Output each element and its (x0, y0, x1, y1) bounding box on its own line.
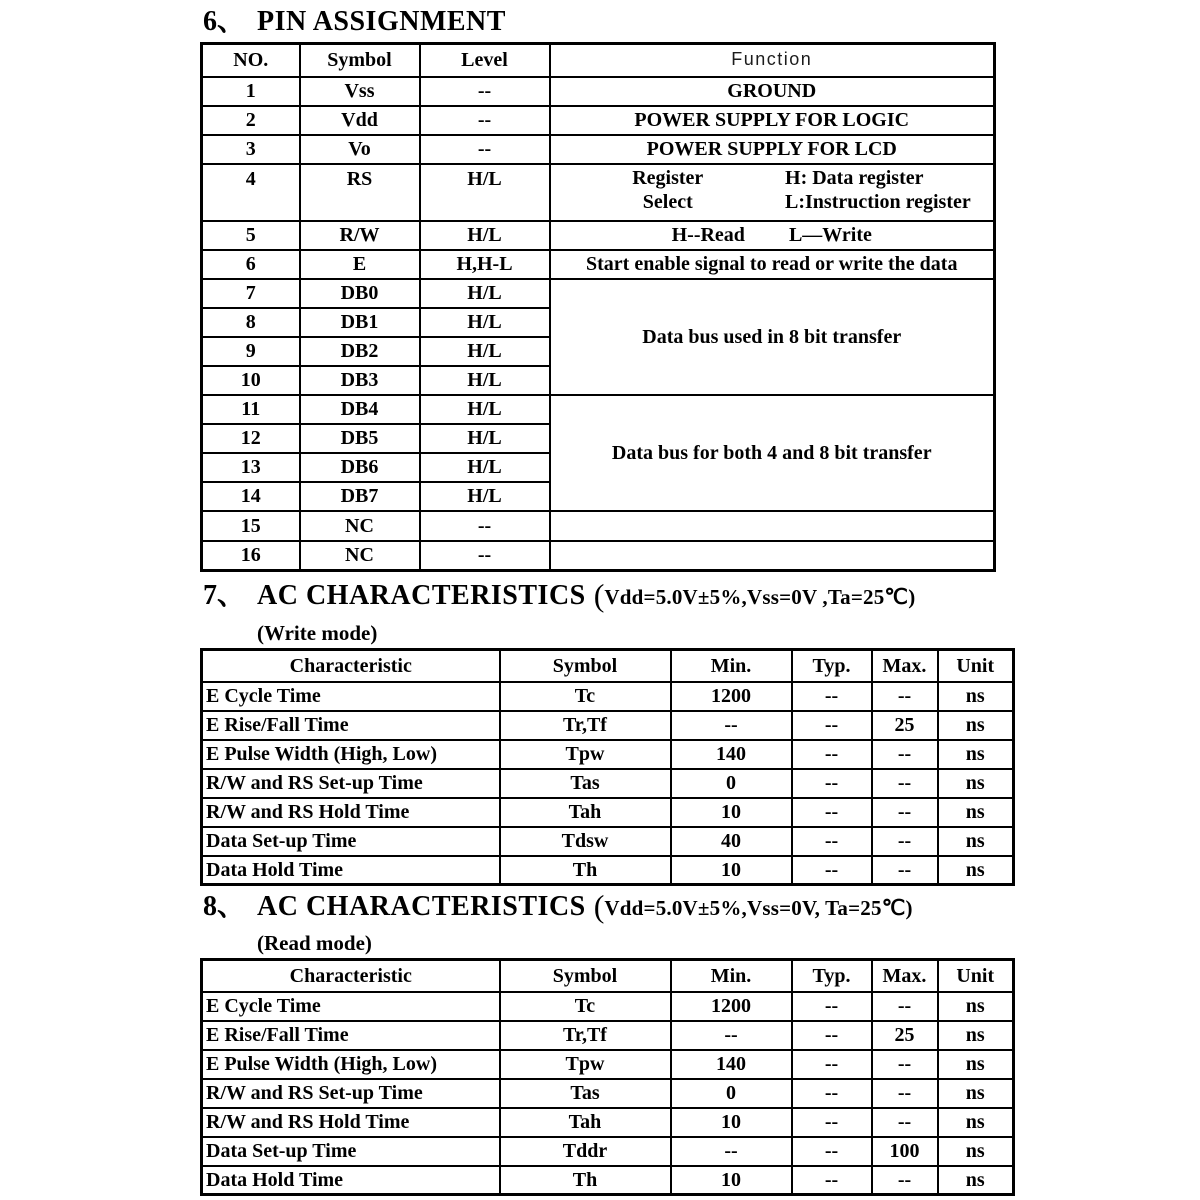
pin-level-cell: H/L (420, 453, 550, 482)
max-cell: -- (872, 740, 938, 769)
max-cell: -- (872, 682, 938, 711)
min-cell: 140 (671, 1050, 792, 1079)
pin-symbol-cell: DB1 (300, 308, 420, 337)
pin-row-4 (202, 164, 995, 221)
read-row (202, 1166, 1014, 1195)
pin-symbol-cell: RS (300, 164, 420, 221)
pin-symbol-cell: Vo (300, 135, 420, 164)
read-header-row (202, 960, 1014, 992)
data-register-desc: H: Data register (785, 166, 924, 189)
pin-symbol-cell: DB7 (300, 482, 420, 511)
section7-number: 7、 (203, 580, 246, 611)
write-header-row (202, 650, 1014, 682)
max-cell: 25 (872, 1021, 938, 1050)
pin-symbol-cell: DB4 (300, 395, 420, 424)
pin-symbol-cell: NC (300, 511, 420, 541)
ac-write-table (200, 648, 1015, 886)
typ-cell: -- (792, 827, 872, 856)
pin-level-cell: -- (420, 135, 550, 164)
read-row (202, 1108, 1014, 1137)
characteristic-cell: Data Hold Time (202, 1166, 500, 1195)
min-cell: 10 (671, 856, 792, 885)
section8-condition: Vdd=5.0V±5%,Vss=0V, Ta=25℃ (604, 896, 906, 920)
symbol-cell: Tr,Tf (500, 711, 671, 740)
unit-cell: ns (938, 769, 1014, 798)
select-label: Select (642, 190, 693, 213)
characteristic-cell: E Pulse Width (High, Low) (202, 740, 500, 769)
pin-no-cell: 15 (202, 511, 300, 541)
register-label: Register (632, 166, 704, 189)
register-select-labels (551, 166, 786, 214)
min-cell: -- (671, 711, 792, 740)
read-row (202, 1050, 1014, 1079)
typ-cell: -- (792, 1137, 872, 1166)
section7-close-paren: ) (908, 585, 916, 609)
pin-symbol-cell: E (300, 250, 420, 279)
max-cell: 100 (872, 1137, 938, 1166)
typ-cell: -- (792, 740, 872, 769)
max-cell: -- (872, 1108, 938, 1137)
pin-level-cell: H/L (420, 164, 550, 221)
pin-level-cell: H,H-L (420, 250, 550, 279)
pin-function-cell: POWER SUPPLY FOR LOGIC (550, 106, 995, 135)
read-row (202, 1079, 1014, 1108)
read-header-max: Max. (872, 960, 938, 992)
read-mode-label: (Read mode) (257, 931, 372, 955)
pin-level-cell: -- (420, 541, 550, 571)
pin-symbol-cell: DB2 (300, 337, 420, 366)
pin-no-cell: 4 (202, 164, 300, 221)
unit-cell: ns (938, 1021, 1014, 1050)
section7-title (203, 578, 915, 614)
pin-row-6 (202, 250, 995, 279)
pin-row-1 (202, 77, 995, 106)
symbol-cell: Tas (500, 1079, 671, 1108)
section8-heading: AC CHARACTERISTICS (257, 891, 586, 922)
characteristic-cell: E Rise/Fall Time (202, 711, 500, 740)
pin-level-cell: H/L (420, 482, 550, 511)
typ-cell: -- (792, 711, 872, 740)
pin-no-cell: 16 (202, 541, 300, 571)
pin-function-cell (550, 511, 995, 541)
characteristic-cell: R/W and RS Set-up Time (202, 1079, 500, 1108)
pin-function-cell (550, 541, 995, 571)
unit-cell: ns (938, 856, 1014, 885)
write-header-characteristic: Characteristic (202, 650, 500, 682)
pin-header-level: Level (420, 44, 550, 77)
write-row (202, 827, 1014, 856)
ac-read-table (200, 958, 1015, 1196)
characteristic-cell: E Cycle Time (202, 992, 500, 1021)
characteristic-cell: R/W and RS Hold Time (202, 1108, 500, 1137)
pin-row-2 (202, 106, 995, 135)
characteristic-cell: E Cycle Time (202, 682, 500, 711)
max-cell: -- (872, 1050, 938, 1079)
write-row (202, 856, 1014, 885)
unit-cell: ns (938, 1137, 1014, 1166)
max-cell: 25 (872, 711, 938, 740)
pin-symbol-cell: DB0 (300, 279, 420, 308)
symbol-cell: Tpw (500, 1050, 671, 1079)
pin-level-cell: H/L (420, 308, 550, 337)
max-cell: -- (872, 798, 938, 827)
pin-level-cell: H/L (420, 395, 550, 424)
write-mode-label: (Write mode) (257, 621, 378, 645)
typ-cell: -- (792, 1050, 872, 1079)
symbol-cell: Tas (500, 769, 671, 798)
pin-header-function: Function (550, 44, 995, 77)
max-cell: -- (872, 1079, 938, 1108)
write-header-symbol: Symbol (500, 650, 671, 682)
h-read-label: H--Read (671, 224, 745, 246)
symbol-cell: Th (500, 1166, 671, 1195)
pin-assignment-table (200, 42, 996, 572)
section6-number: 6、 (203, 6, 246, 37)
read-row (202, 992, 1014, 1021)
pin-symbol-cell: Vss (300, 77, 420, 106)
pin-no-cell: 14 (202, 482, 300, 511)
section7-open-paren: ( (593, 577, 605, 613)
unit-cell: ns (938, 1050, 1014, 1079)
pin-level-cell: -- (420, 106, 550, 135)
unit-cell: ns (938, 740, 1014, 769)
symbol-cell: Tc (500, 682, 671, 711)
characteristic-cell: E Pulse Width (High, Low) (202, 1050, 500, 1079)
read-header-min: Min. (671, 960, 792, 992)
max-cell: -- (872, 992, 938, 1021)
unit-cell: ns (938, 798, 1014, 827)
typ-cell: -- (792, 992, 872, 1021)
write-header-typ: Typ. (792, 650, 872, 682)
typ-cell: -- (792, 769, 872, 798)
symbol-cell: Tr,Tf (500, 1021, 671, 1050)
pin-no-cell: 9 (202, 337, 300, 366)
max-cell: -- (872, 827, 938, 856)
pin-no-cell: 8 (202, 308, 300, 337)
register-select-block (551, 166, 994, 214)
symbol-cell: Tpw (500, 740, 671, 769)
pin-no-cell: 13 (202, 453, 300, 482)
pin-no-cell: 11 (202, 395, 300, 424)
pin-symbol-cell: R/W (300, 221, 420, 250)
pin-no-cell: 3 (202, 135, 300, 164)
typ-cell: -- (792, 856, 872, 885)
pin-symbol-cell: DB3 (300, 366, 420, 395)
write-row (202, 682, 1014, 711)
pin-row-3 (202, 135, 995, 164)
pin-no-cell: 10 (202, 366, 300, 395)
read-write-block (551, 223, 994, 247)
pin-no-cell: 2 (202, 106, 300, 135)
register-select-descriptions (785, 166, 993, 214)
write-header-unit: Unit (938, 650, 1014, 682)
pin-row-5 (202, 221, 995, 250)
min-cell: 40 (671, 827, 792, 856)
pin-symbol-cell: DB6 (300, 453, 420, 482)
unit-cell: ns (938, 992, 1014, 1021)
pin-no-cell: 1 (202, 77, 300, 106)
unit-cell: ns (938, 682, 1014, 711)
pin-symbol-cell: NC (300, 541, 420, 571)
write-header-min: Min. (671, 650, 792, 682)
symbol-cell: Th (500, 856, 671, 885)
characteristic-cell: E Rise/Fall Time (202, 1021, 500, 1050)
pin-function-cell (550, 164, 995, 221)
unit-cell: ns (938, 711, 1014, 740)
pin-function-cell: Start enable signal to read or write the data (550, 250, 995, 279)
pin-no-cell: 7 (202, 279, 300, 308)
pin-level-cell: -- (420, 511, 550, 541)
max-cell: -- (872, 769, 938, 798)
write-header-max: Max. (872, 650, 938, 682)
typ-cell: -- (792, 1021, 872, 1050)
min-cell: -- (671, 1021, 792, 1050)
symbol-cell: Tah (500, 1108, 671, 1137)
instruction-register-desc: L:Instruction register (785, 190, 971, 213)
pin-header-symbol: Symbol (300, 44, 420, 77)
min-cell: -- (671, 1137, 792, 1166)
pin-level-cell: H/L (420, 424, 550, 453)
write-row (202, 711, 1014, 740)
unit-cell: ns (938, 1166, 1014, 1195)
section8-close-paren: ) (905, 896, 913, 920)
read-header-typ: Typ. (792, 960, 872, 992)
pin-symbol-cell: Vdd (300, 106, 420, 135)
min-cell: 1200 (671, 682, 792, 711)
unit-cell: ns (938, 1108, 1014, 1137)
write-row (202, 769, 1014, 798)
pin-level-cell: H/L (420, 366, 550, 395)
max-cell: -- (872, 856, 938, 885)
min-cell: 10 (671, 1166, 792, 1195)
min-cell: 0 (671, 769, 792, 798)
pin-row-7 (202, 279, 995, 308)
pin-level-cell: H/L (420, 221, 550, 250)
min-cell: 140 (671, 740, 792, 769)
read-row (202, 1137, 1014, 1166)
pin-level-cell: -- (420, 77, 550, 106)
pin-header-row (202, 44, 995, 77)
section6-title (203, 5, 506, 39)
min-cell: 0 (671, 1079, 792, 1108)
read-row (202, 1021, 1014, 1050)
read-header-characteristic: Characteristic (202, 960, 500, 992)
typ-cell: -- (792, 682, 872, 711)
read-header-symbol: Symbol (500, 960, 671, 992)
section8-number: 8、 (203, 891, 246, 922)
pin-row-11 (202, 395, 995, 424)
pin-symbol-cell: DB5 (300, 424, 420, 453)
characteristic-cell: Data Set-up Time (202, 827, 500, 856)
min-cell: 10 (671, 1108, 792, 1137)
pin-level-cell: H/L (420, 337, 550, 366)
pin-no-cell: 5 (202, 221, 300, 250)
write-row (202, 740, 1014, 769)
characteristic-cell: R/W and RS Set-up Time (202, 769, 500, 798)
symbol-cell: Tdsw (500, 827, 671, 856)
section7-heading: AC CHARACTERISTICS (257, 580, 586, 611)
pin-function-merged-4and8bit: Data bus for both 4 and 8 bit transfer (550, 395, 995, 511)
section7-condition: Vdd=5.0V±5%,Vss=0V ,Ta=25℃ (604, 585, 909, 609)
symbol-cell: Tc (500, 992, 671, 1021)
typ-cell: -- (792, 798, 872, 827)
min-cell: 10 (671, 798, 792, 827)
l-write-label: L—Write (788, 224, 872, 246)
pin-row-16 (202, 541, 995, 571)
min-cell: 1200 (671, 992, 792, 1021)
section6-heading: PIN ASSIGNMENT (257, 6, 506, 37)
write-row (202, 798, 1014, 827)
section8-open-paren: ( (593, 888, 605, 924)
pin-no-cell: 6 (202, 250, 300, 279)
pin-no-cell: 12 (202, 424, 300, 453)
max-cell: -- (872, 1166, 938, 1195)
typ-cell: -- (792, 1166, 872, 1195)
pin-function-cell (550, 221, 995, 250)
symbol-cell: Tddr (500, 1137, 671, 1166)
pin-function-merged-8bit: Data bus used in 8 bit transfer (550, 279, 995, 395)
symbol-cell: Tah (500, 798, 671, 827)
characteristic-cell: Data Set-up Time (202, 1137, 500, 1166)
pin-level-cell: H/L (420, 279, 550, 308)
typ-cell: -- (792, 1108, 872, 1137)
typ-cell: -- (792, 1079, 872, 1108)
pin-function-cell: GROUND (550, 77, 995, 106)
pin-header-no: NO. (202, 44, 300, 77)
unit-cell: ns (938, 1079, 1014, 1108)
characteristic-cell: Data Hold Time (202, 856, 500, 885)
pin-function-cell: POWER SUPPLY FOR LCD (550, 135, 995, 164)
read-header-unit: Unit (938, 960, 1014, 992)
unit-cell: ns (938, 827, 1014, 856)
pin-row-15 (202, 511, 995, 541)
characteristic-cell: R/W and RS Hold Time (202, 798, 500, 827)
section8-title (203, 889, 913, 925)
